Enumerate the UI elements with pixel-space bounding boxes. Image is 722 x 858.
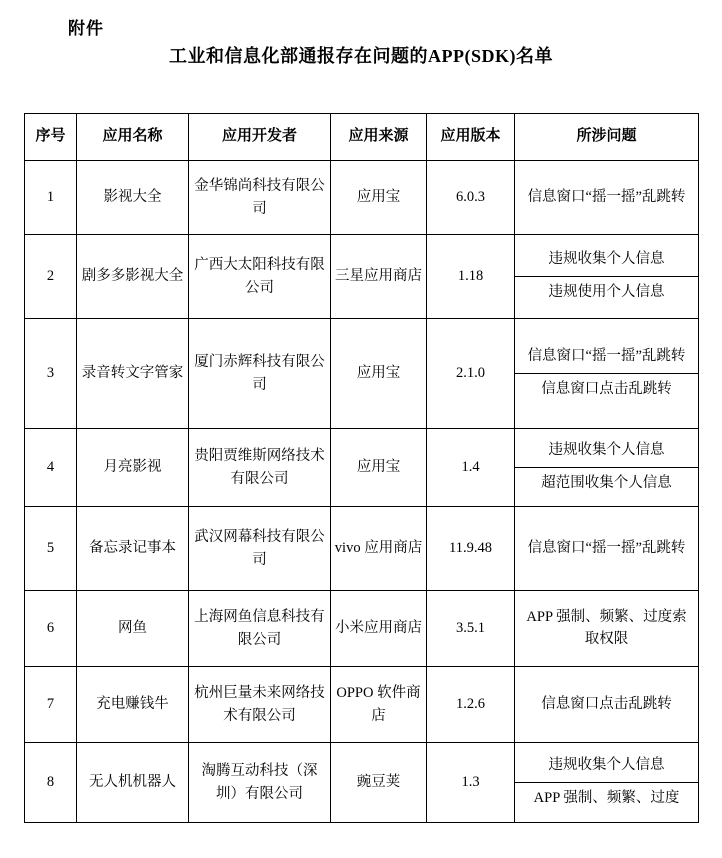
cell-version: 1.4 (427, 429, 515, 507)
attachment-label: 附件 (68, 19, 104, 38)
cell-developer: 上海网鱼信息科技有限公司 (189, 591, 331, 667)
cell-version: 6.0.3 (427, 161, 515, 235)
table-header-row (25, 114, 699, 161)
cell-no: 2 (25, 235, 77, 319)
cell-version: 1.2.6 (427, 667, 515, 743)
cell-issues (515, 235, 699, 319)
cell-no: 6 (25, 591, 77, 667)
cell-version: 1.18 (427, 235, 515, 319)
cell-no: 1 (25, 161, 77, 235)
issue-item: 超范围收集个人信息 (515, 467, 698, 500)
issue-item: 信息窗口点击乱跳转 (515, 373, 698, 406)
cell-issues (515, 743, 699, 823)
cell-developer: 贵阳贾维斯网络技术有限公司 (189, 429, 331, 507)
cell-issues (515, 667, 699, 743)
column-header-source: 应用来源 (331, 114, 427, 161)
table-row (25, 319, 699, 429)
cell-issues (515, 591, 699, 667)
column-header-version: 应用版本 (427, 114, 515, 161)
cell-issues (515, 161, 699, 235)
cell-no: 7 (25, 667, 77, 743)
column-header-no: 序号 (25, 114, 77, 161)
app-list-table (24, 113, 699, 823)
issue-item: 信息窗口“摇一摇”乱跳转 (527, 188, 686, 205)
cell-developer: 广西大太阳科技有限公司 (189, 235, 331, 319)
cell-issues (515, 429, 699, 507)
table-row (25, 429, 699, 507)
cell-developer: 厦门赤辉科技有限公司 (189, 319, 331, 429)
issue-item: APP 强制、频繁、过度索取权限 (526, 608, 687, 647)
cell-name: 录音转文字管家 (77, 319, 189, 429)
cell-issues (515, 319, 699, 429)
cell-source: 应用宝 (331, 161, 427, 235)
cell-no: 3 (25, 319, 77, 429)
table-row (25, 743, 699, 823)
table-row (25, 161, 699, 235)
issue-item: 违规收集个人信息 (548, 757, 665, 774)
issue-item: 信息窗口点击乱跳转 (541, 695, 672, 712)
cell-source: 豌豆荚 (331, 743, 427, 823)
cell-developer: 杭州巨量未来网络技术有限公司 (189, 667, 331, 743)
page-title: 工业和信息化部通报存在问题的APP(SDK)名单 (169, 46, 553, 66)
cell-version: 3.5.1 (427, 591, 515, 667)
issue-item: 违规收集个人信息 (548, 442, 665, 459)
cell-issues (515, 507, 699, 591)
cell-version: 1.3 (427, 743, 515, 823)
cell-name: 月亮影视 (77, 429, 189, 507)
issue-item: 信息窗口“摇一摇”乱跳转 (527, 539, 686, 556)
column-header-name: 应用名称 (77, 114, 189, 161)
cell-developer: 淘腾互动科技（深圳）有限公司 (189, 743, 331, 823)
issue-item: 违规收集个人信息 (548, 251, 665, 268)
table-row (25, 667, 699, 743)
cell-source: 应用宝 (331, 429, 427, 507)
cell-no: 5 (25, 507, 77, 591)
table-row (25, 507, 699, 591)
table-row (25, 235, 699, 319)
issue-item: APP 强制、频繁、过度 (515, 782, 698, 815)
cell-name: 剧多多影视大全 (77, 235, 189, 319)
cell-name: 备忘录记事本 (77, 507, 189, 591)
cell-version: 2.1.0 (427, 319, 515, 429)
cell-name: 影视大全 (77, 161, 189, 235)
cell-source: OPPO 软件商店 (331, 667, 427, 743)
cell-name: 网鱼 (77, 591, 189, 667)
column-header-issues: 所涉问题 (515, 114, 699, 161)
cell-no: 4 (25, 429, 77, 507)
issue-item: 违规使用个人信息 (515, 276, 698, 309)
cell-developer: 武汉网幕科技有限公司 (189, 507, 331, 591)
cell-source: 三星应用商店 (331, 235, 427, 319)
cell-source: 应用宝 (331, 319, 427, 429)
cell-source: 小米应用商店 (331, 591, 427, 667)
cell-name: 无人机机器人 (77, 743, 189, 823)
cell-name: 充电赚钱牛 (77, 667, 189, 743)
issue-item: 信息窗口“摇一摇”乱跳转 (527, 348, 686, 365)
cell-source: vivo 应用商店 (331, 507, 427, 591)
column-header-developer: 应用开发者 (189, 114, 331, 161)
cell-developer: 金华锦尚科技有限公司 (189, 161, 331, 235)
cell-no: 8 (25, 743, 77, 823)
cell-version: 11.9.48 (427, 507, 515, 591)
table-row (25, 591, 699, 667)
